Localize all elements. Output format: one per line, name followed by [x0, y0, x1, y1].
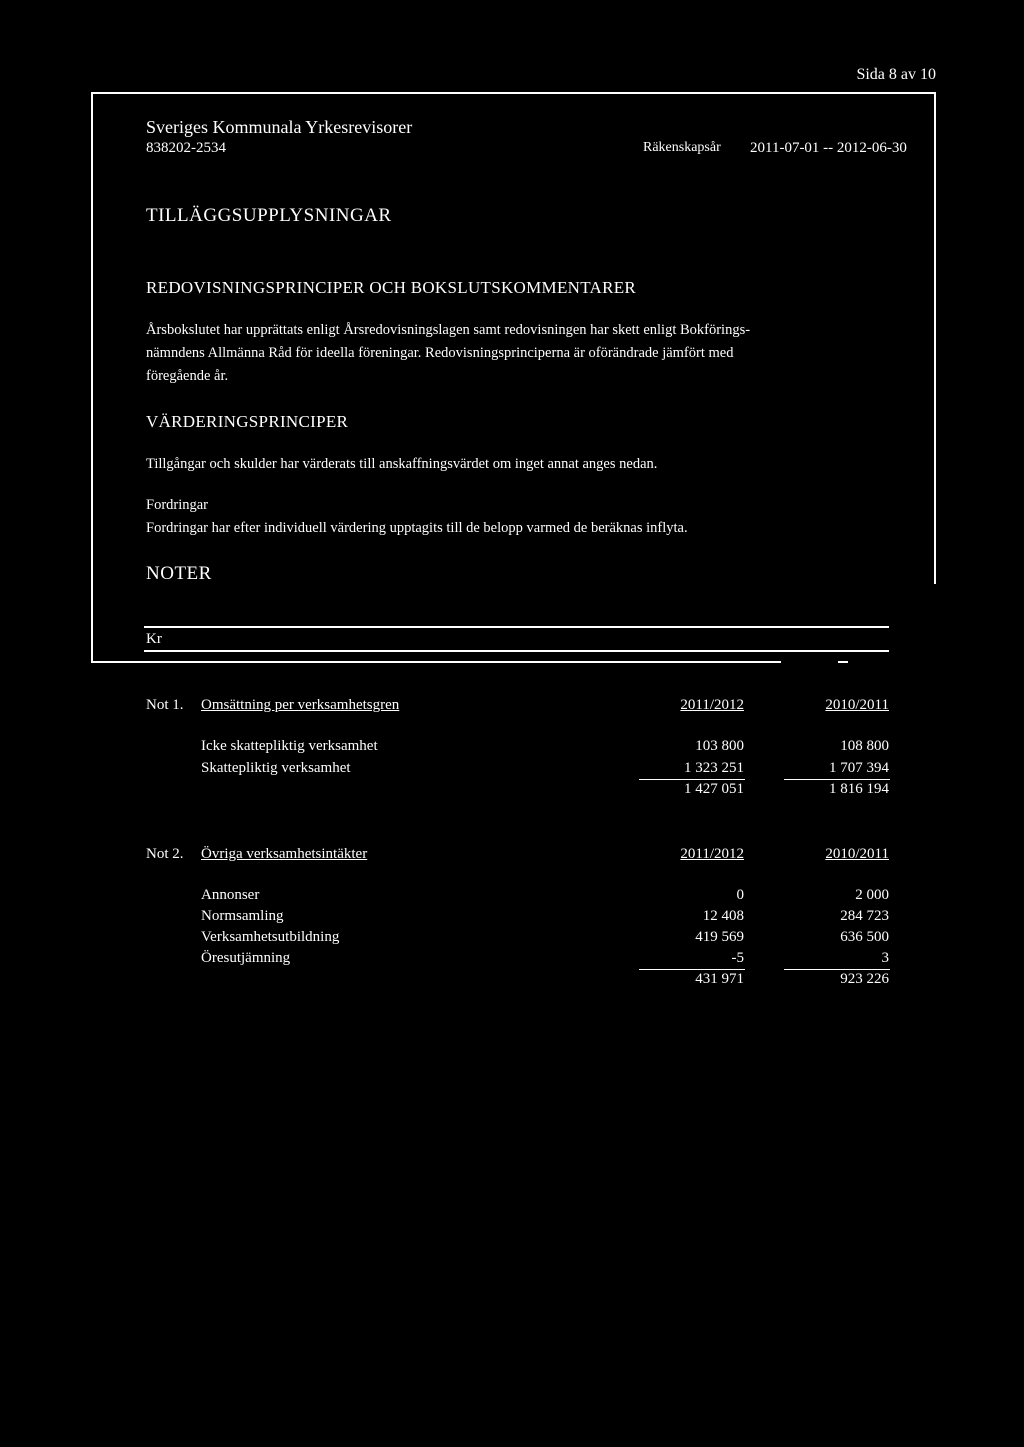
page-number: Sida 8 av 10 [856, 66, 936, 83]
note-2-row-value-previous: 2 000 [855, 887, 889, 903]
note-1-row-value-previous: 108 800 [840, 738, 889, 754]
note-1-row-value-current: 103 800 [695, 738, 744, 754]
valuation-heading: VÄRDERINGSPRINCIPER [146, 412, 349, 431]
principles-text-line-3: föregående år. [146, 368, 229, 384]
note-2-row-value-current: -5 [731, 950, 744, 966]
note-2-number: Not 2. [146, 846, 184, 862]
note-2-row-value-previous: 284 723 [840, 908, 889, 924]
note-2-total-current: 431 971 [695, 971, 744, 987]
notes-rule-bottom [144, 650, 889, 652]
note-2-row-value-current: 12 408 [702, 908, 744, 924]
note-2-row-label: Öresutjämning [201, 950, 291, 966]
fiscal-year-label: Räkenskapsår [643, 140, 721, 155]
receivables-heading: Fordringar [146, 497, 209, 513]
note-2-row-value-previous: 636 500 [840, 929, 889, 945]
note-2-row-label: Normsamling [201, 908, 284, 924]
note-2-row-label: Verksamhetsutbildning [201, 929, 340, 945]
receivables-text: Fordringar har efter individuell värdering upptagits till de belopp varmed de beräknas inflyta. [146, 520, 688, 536]
notes-heading: NOTER [146, 563, 212, 584]
note-2-col-2011-2012: 2011/2012 [680, 846, 744, 862]
note-2-col-2010-2011: 2010/2011 [825, 846, 889, 862]
principles-text-line-1: Årsbokslutet har upprättats enligt Årsredovisningslagen samt redovisningen har skett enligt Bokförings- [146, 322, 751, 338]
frame-bottom-border [91, 661, 781, 663]
frame-right-border [934, 92, 936, 584]
valuation-text: Tillgångar och skulder har värderats till anskaffningsvärdet om inget annat anges nedan. [146, 456, 658, 472]
note-1-number: Not 1. [146, 697, 184, 713]
frame-left-border [91, 92, 93, 662]
frame-top-border [91, 92, 936, 94]
note-1-sum-line-current [639, 779, 745, 780]
note-2-total-previous: 923 226 [840, 971, 889, 987]
fiscal-year-range: 2011-07-01 -- 2012-06-30 [750, 140, 907, 156]
frame-bottom-tick [838, 661, 848, 663]
section-title: TILLÄGGSUPPLYSNINGAR [146, 205, 392, 226]
note-1-row-label: Skattepliktig verksamhet [201, 760, 351, 776]
note-1-row-value-current: 1 323 251 [684, 760, 744, 776]
note-2-row-value-previous: 3 [881, 950, 889, 966]
note-1-row-value-previous: 1 707 394 [829, 760, 889, 776]
organization-name: Sveriges Kommunala Yrkesrevisorer [146, 117, 413, 137]
note-2-row-label: Annonser [201, 887, 260, 903]
note-1-total-previous: 1 816 194 [829, 781, 889, 797]
note-2-sum-line-current [639, 969, 745, 970]
currency-label: Kr [146, 631, 162, 647]
note-1-row-label: Icke skattepliktig verksamhet [201, 738, 378, 754]
note-1-col-2010-2011: 2010/2011 [825, 697, 889, 713]
note-1-total-current: 1 427 051 [684, 781, 744, 797]
principles-text-line-2: nämndens Allmänna Råd för ideella föreningar. Redovisningsprinciperna är oförändrade jämfört med [146, 345, 734, 361]
note-1-title: Omsättning per verksamhetsgren [201, 697, 400, 713]
notes-rule-top [144, 626, 889, 628]
note-2-row-value-current: 419 569 [695, 929, 744, 945]
note-2-title: Övriga verksamhetsintäkter [201, 846, 368, 862]
principles-heading: REDOVISNINGSPRINCIPER OCH BOKSLUTSKOMMENTARER [146, 278, 637, 297]
note-1-sum-line-previous [784, 779, 890, 780]
note-2-row-value-current: 0 [736, 887, 744, 903]
note-2-sum-line-previous [784, 969, 890, 970]
note-1-col-2011-2012: 2011/2012 [680, 697, 744, 713]
organization-number: 838202-2534 [146, 140, 226, 156]
